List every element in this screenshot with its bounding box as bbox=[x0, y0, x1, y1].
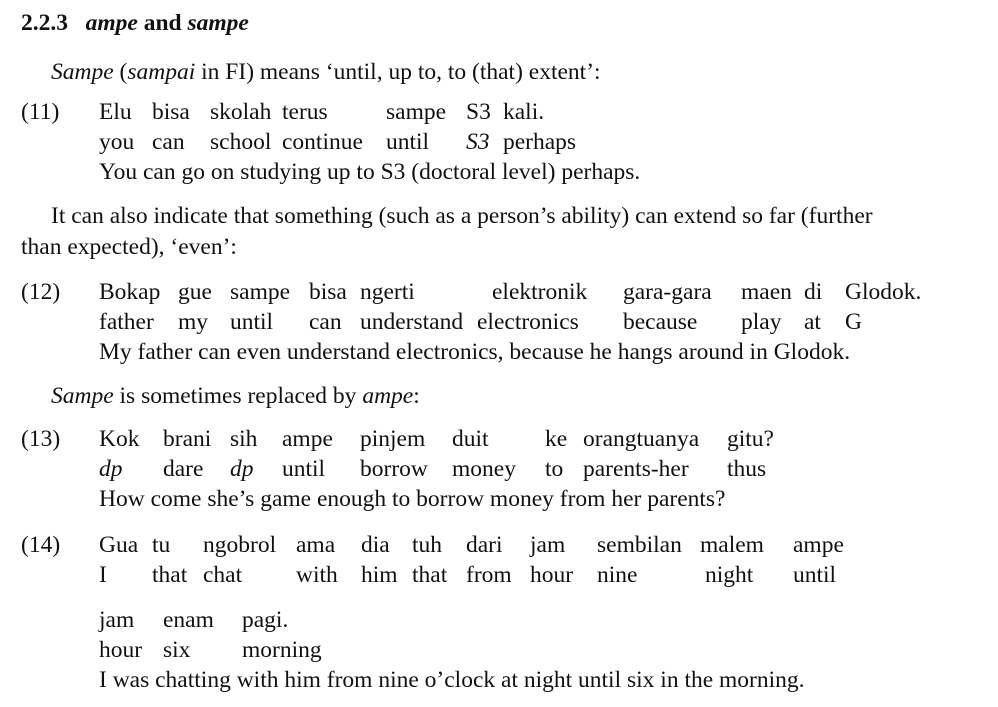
word: ampe bbox=[793, 532, 844, 558]
gloss-word: hour bbox=[99, 637, 143, 663]
word: pinjem bbox=[360, 426, 426, 452]
word: dari bbox=[466, 532, 503, 558]
gloss-word: school bbox=[210, 129, 272, 155]
gloss-word: with bbox=[296, 562, 338, 588]
source-line bbox=[99, 97, 979, 127]
word: jam bbox=[99, 607, 135, 633]
word: gara-gara bbox=[623, 279, 712, 305]
word: jam bbox=[530, 532, 566, 558]
gloss-word: nine bbox=[597, 562, 638, 588]
gloss-word: I bbox=[99, 562, 107, 588]
word: terus bbox=[282, 99, 328, 125]
gloss-line bbox=[99, 454, 979, 484]
word: gitu? bbox=[727, 426, 774, 452]
example-11 bbox=[99, 97, 979, 187]
source-line bbox=[99, 530, 979, 560]
word: pagi. bbox=[242, 607, 289, 633]
word: tu bbox=[152, 532, 171, 558]
gloss-word: chat bbox=[203, 562, 243, 588]
word: Elu bbox=[99, 99, 132, 125]
gloss-word: dare bbox=[163, 456, 204, 482]
heading-term-ampe: ampe bbox=[85, 10, 138, 36]
example-number: (11) bbox=[21, 99, 60, 125]
gloss-word: until bbox=[282, 456, 326, 482]
word: maen bbox=[741, 279, 792, 305]
free-translation: I was chatting with him from nine o’clock at night until six in the morning. bbox=[99, 667, 805, 693]
gloss-word: until bbox=[230, 309, 274, 335]
word: sampe bbox=[230, 279, 291, 305]
gloss-word: parents-her bbox=[583, 456, 689, 482]
gloss-word: understand bbox=[360, 309, 464, 335]
gloss-word: from bbox=[466, 562, 512, 588]
gloss-word: you bbox=[99, 129, 135, 155]
source-line bbox=[99, 277, 979, 307]
free-translation: How come she’s game enough to borrow money from her parents? bbox=[99, 486, 726, 512]
gloss-word: play bbox=[741, 309, 782, 335]
gloss-word: morning bbox=[242, 637, 322, 663]
gloss-word: can bbox=[309, 309, 342, 335]
term: Sampe bbox=[51, 383, 114, 409]
gloss-word: father bbox=[99, 309, 154, 335]
free-translation: You can go on studying up to S3 (doctoral level) perhaps. bbox=[99, 159, 641, 185]
source-line bbox=[99, 424, 979, 454]
gloss-word: my bbox=[178, 309, 209, 335]
gloss-word: because bbox=[623, 309, 698, 335]
word: duit bbox=[452, 426, 489, 452]
gloss-word: to bbox=[545, 456, 564, 482]
gloss-word: thus bbox=[727, 456, 767, 482]
gloss-word: G bbox=[845, 309, 862, 335]
word: sembilan bbox=[597, 532, 682, 558]
intro-paragraph: Sampe (sampai in FI) means ‘until, up to, to (that) extent’: bbox=[51, 59, 601, 85]
gloss-word: that bbox=[152, 562, 188, 588]
heading-and: and bbox=[143, 10, 182, 36]
gloss-word: six bbox=[163, 637, 191, 663]
intro-fi-term: sampai bbox=[127, 59, 196, 85]
word: ngerti bbox=[360, 279, 415, 305]
heading-term-sampe: sampe bbox=[187, 10, 249, 36]
paragraph-line: than expected), ‘even’: bbox=[21, 234, 237, 260]
word: tuh bbox=[412, 532, 443, 558]
example-number: (13) bbox=[21, 426, 61, 452]
word: bisa bbox=[152, 99, 190, 125]
word: elektronik bbox=[492, 279, 588, 305]
word: ke bbox=[545, 426, 568, 452]
word: Glodok. bbox=[845, 279, 922, 305]
word: sih bbox=[230, 426, 258, 452]
gloss-word: at bbox=[804, 309, 821, 335]
gloss-word: until bbox=[386, 129, 430, 155]
gloss-word: electronics bbox=[477, 309, 579, 335]
word: S3 bbox=[466, 99, 491, 125]
word: Kok bbox=[99, 426, 140, 452]
word: di bbox=[804, 279, 823, 305]
gloss-word: dp bbox=[230, 456, 254, 482]
term: ampe bbox=[362, 383, 414, 409]
word: dia bbox=[361, 532, 390, 558]
paragraph-line: Sampe is sometimes replaced by ampe: bbox=[51, 383, 420, 409]
word: sampe bbox=[386, 99, 447, 125]
word: ampe bbox=[282, 426, 333, 452]
word: bisa bbox=[309, 279, 347, 305]
word: gue bbox=[178, 279, 212, 305]
gloss-word: continue bbox=[282, 129, 363, 155]
gloss-word: money bbox=[452, 456, 516, 482]
paragraph-line: It can also indicate that something (such as a person’s ability) can extend so far (further bbox=[51, 203, 873, 229]
gloss-word: dp bbox=[99, 456, 123, 482]
gloss-line bbox=[99, 307, 979, 337]
word: ngobrol bbox=[203, 532, 277, 558]
word: malem bbox=[700, 532, 764, 558]
gloss-word: him bbox=[361, 562, 398, 588]
section-heading bbox=[21, 8, 249, 38]
gloss-word: perhaps bbox=[503, 129, 577, 155]
word: orangtuanya bbox=[583, 426, 700, 452]
gloss-word: can bbox=[152, 129, 185, 155]
word: brani bbox=[163, 426, 212, 452]
gloss-word: hour bbox=[530, 562, 574, 588]
gloss-line-continued bbox=[99, 635, 979, 665]
gloss-line bbox=[99, 560, 979, 590]
word: Bokap bbox=[99, 279, 161, 305]
source-line-continued bbox=[99, 605, 979, 635]
gloss-word: night bbox=[705, 562, 754, 588]
intro-term: Sampe bbox=[51, 59, 114, 85]
gloss-word: until bbox=[793, 562, 837, 588]
gloss-word: S3 bbox=[466, 129, 490, 155]
example-number: (14) bbox=[21, 532, 61, 558]
word: Gua bbox=[99, 532, 139, 558]
section-number: 2.2.3 bbox=[21, 10, 68, 36]
example-12 bbox=[99, 277, 979, 367]
free-translation: My father can even understand electronics, because he hangs around in Glodok. bbox=[99, 339, 851, 365]
word: enam bbox=[163, 607, 214, 633]
gloss-line bbox=[99, 127, 979, 157]
gloss-word: borrow bbox=[360, 456, 428, 482]
word: skolah bbox=[210, 99, 272, 125]
gloss-word: that bbox=[412, 562, 448, 588]
word: ama bbox=[296, 532, 336, 558]
example-number: (12) bbox=[21, 279, 61, 305]
example-13 bbox=[99, 424, 979, 514]
example-14 bbox=[99, 530, 979, 695]
word: kali. bbox=[503, 99, 545, 125]
